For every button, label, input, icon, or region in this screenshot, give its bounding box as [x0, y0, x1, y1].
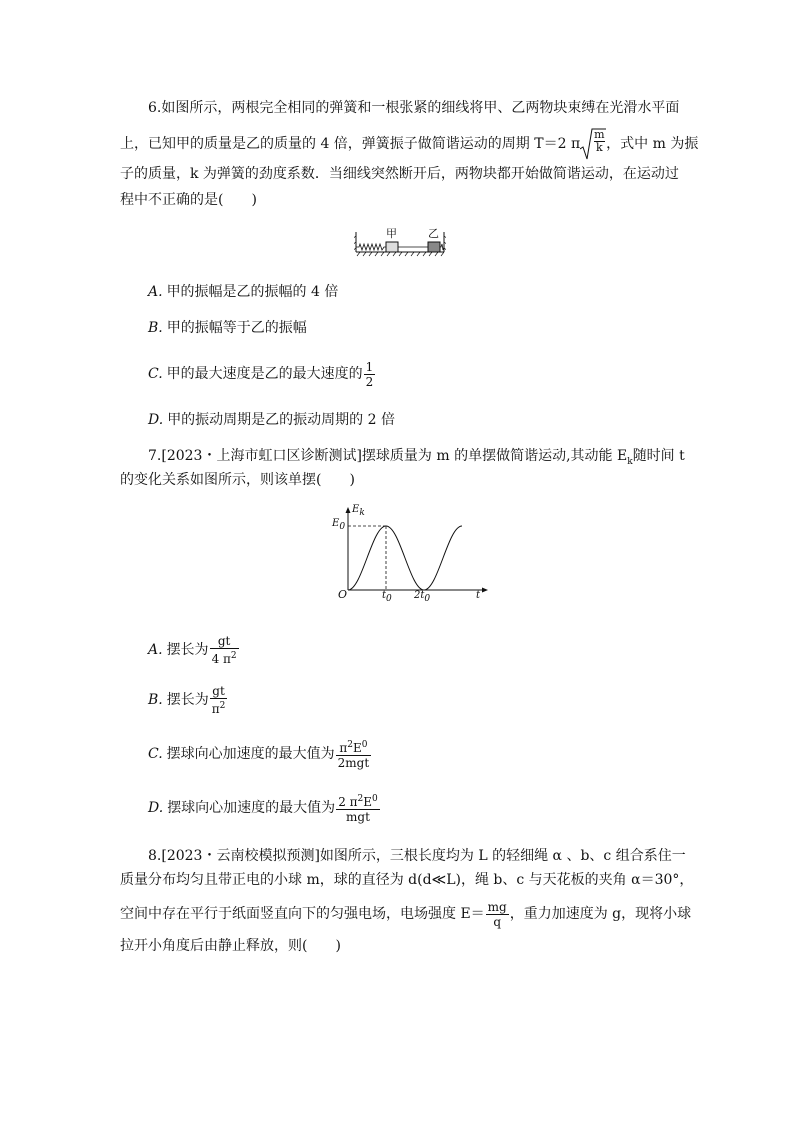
origin-label: O	[338, 588, 348, 601]
q6-option-a	[148, 282, 338, 302]
block-jia	[386, 242, 398, 252]
q7-option-c	[148, 736, 372, 772]
fraction	[336, 792, 380, 824]
sqrt-fraction	[594, 129, 604, 154]
q6-option-c	[148, 356, 376, 392]
q7-line-1	[148, 446, 685, 472]
q6-line-2	[120, 126, 698, 162]
y-tick-label: E0	[332, 518, 346, 532]
label-yi: 乙	[428, 227, 439, 240]
fraction-numerator: mg	[487, 899, 507, 914]
spring-blocks-figure	[354, 228, 446, 258]
option-letter: A.	[148, 642, 163, 658]
option-text: 摆球向心加速度的最大值为	[166, 746, 335, 762]
fraction-numerator: gt	[210, 684, 228, 699]
option-letter: D.	[148, 412, 164, 428]
q6-line-1: 6.如图所示，两根完全相同的弹簧和一根张紧的细线将甲、乙两物块束缚在光滑水平面	[148, 100, 680, 116]
fraction-denominator: mgt	[346, 810, 370, 824]
option-text: 甲的振动周期是乙的振动周期的 2 倍	[167, 412, 395, 428]
q7-line-1-tail: 随时间 t	[632, 448, 685, 464]
option-letter: D.	[148, 800, 164, 816]
q6-line-2-tail: ，式中 m 为振	[606, 136, 699, 152]
option-text: 甲的振幅是乙的振幅的 4 倍	[166, 284, 339, 300]
label-jia: 甲	[386, 227, 397, 240]
graph-svg	[326, 506, 492, 604]
q6-line-2-text: 上，已知甲的质量是乙的质量的 4 倍，弹簧振子做简谐运动的周期 T＝2 π	[120, 136, 581, 152]
fraction-numerator: 2 $\pi^2E^0$	[338, 794, 378, 809]
option-letter: A.	[148, 284, 163, 300]
fraction-denominator: q	[493, 914, 502, 929]
fraction-denominator: 2mgt	[337, 756, 370, 770]
q7-option-d	[148, 790, 381, 826]
sqrt-formula	[580, 127, 606, 161]
option-text: 摆球向心加速度的最大值为	[167, 800, 336, 816]
q8-line-3	[120, 896, 691, 932]
fraction-one-half	[364, 360, 376, 389]
fraction	[210, 634, 239, 666]
option-letter: B.	[148, 692, 163, 708]
fraction-numerator: gt	[210, 634, 239, 649]
left-spring	[356, 244, 386, 250]
x-axis-label: t	[476, 590, 481, 601]
x-tick-t0: t0	[382, 590, 392, 604]
fraction-numerator: $\pi^2E^0$	[336, 738, 372, 756]
option-letter: C.	[148, 746, 163, 762]
q7-subscript: k	[627, 456, 633, 467]
option-text: 甲的最大速度是乙的最大速度的	[166, 366, 363, 382]
q6-option-d	[148, 410, 395, 430]
fraction-numerator: 1	[365, 359, 374, 374]
sqrt-denominator: k	[596, 141, 603, 154]
block-yi	[428, 242, 440, 252]
q8-line-2: 质量分布均匀且带正电的小球 m，球的直径为 d(d≪L)，绳 b、c 与天花板的夹角 α＝30°，	[120, 872, 694, 888]
energy-curve	[348, 526, 462, 590]
option-text: 甲的振幅等于乙的振幅	[166, 320, 307, 336]
q8-line-4: 拉开小角度后由静止释放，则( )	[120, 938, 341, 954]
fraction-mg-over-q	[486, 900, 509, 929]
q6-line-3: 子的质量，k 为弹簧的劲度系数．当细线突然断开后，两物块都开始做简谐运动，在运动过	[120, 166, 679, 182]
option-letter: C.	[148, 366, 163, 382]
q6-option-b	[148, 318, 307, 338]
q8-line-1: 8.[2023・云南校模拟预测]如图所示，三根长度均为 L 的轻细绳 α 、b、c 组合系住一	[148, 848, 686, 864]
fraction-denominator: $\pi^2$	[211, 701, 226, 716]
q7-option-b	[148, 682, 228, 718]
option-text: 摆长为	[166, 692, 209, 708]
q6-line-4: 程中不正确的是( )	[120, 192, 257, 208]
sqrt-numerator: m	[594, 128, 605, 141]
kinetic-energy-graph	[326, 506, 492, 604]
x-tick-2t0: 2t0	[414, 590, 431, 604]
right-spring	[440, 244, 444, 250]
q8-line-3-tail: ，重力加速度为 g，现将小球	[509, 906, 692, 922]
fraction-denominator: 2	[365, 374, 374, 389]
q7-option-a	[148, 632, 240, 668]
q8-line-3-text: 空间中存在平行于纸面竖直向下的匀强电场，电场强度 E＝	[120, 906, 485, 922]
option-text: 摆长为	[166, 642, 209, 658]
fraction-denominator: 4 $\pi^2$	[211, 651, 237, 666]
q7-line-1-text: 7.[2023・上海市虹口区诊断测试]摆球质量为 m 的单摆做简谐运动,其动能 E	[148, 448, 628, 464]
fraction	[210, 684, 228, 716]
fraction	[336, 738, 372, 770]
q7-line-2: 的变化关系如图所示，则该单摆( )	[120, 472, 355, 488]
y-axis-label: Ek	[352, 504, 365, 518]
option-letter: B.	[148, 320, 163, 336]
